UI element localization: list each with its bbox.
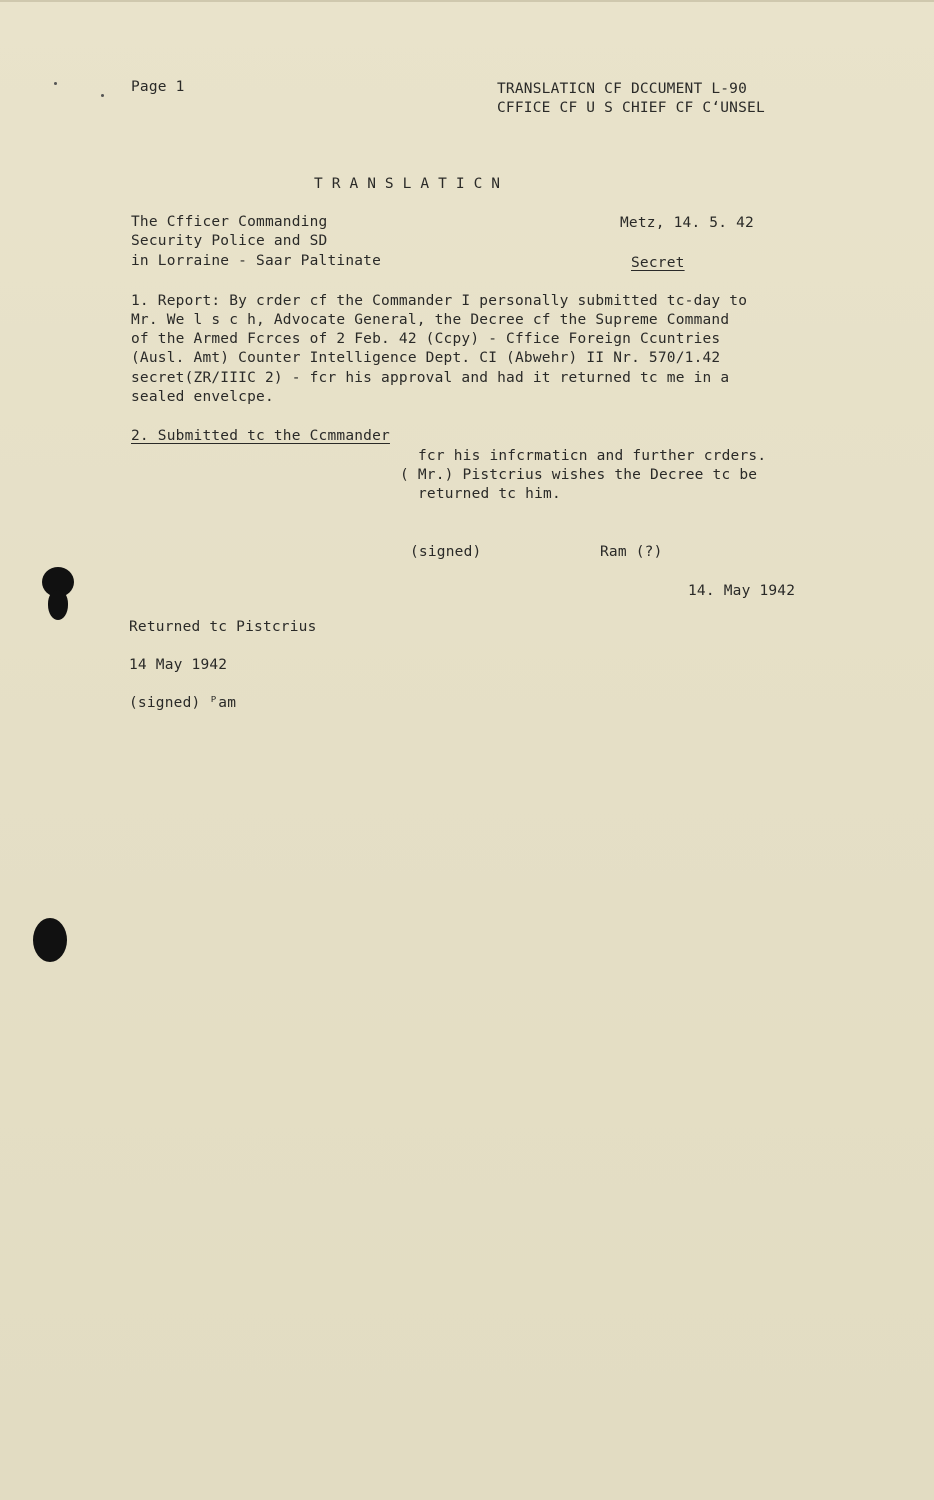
document-title: TRANSLATICN [314, 176, 510, 192]
paragraph-2-line: ( Mr.) Pistcrius wishes the Decree tc be [400, 467, 758, 483]
sender-line-1: The Cfficer Commanding [131, 214, 328, 230]
paragraph-1-line: of the Armed Fcrces of 2 Feb. 42 (Ccpy) - Cffice Foreign Ccuntries [131, 331, 721, 347]
signature-date: 14. May 1942 [688, 583, 796, 599]
signed-label: (signed) [410, 544, 482, 560]
document-reference: TRANSLATICN CF DCCUMENT L-90 [497, 81, 748, 97]
ink-speck [54, 82, 57, 85]
paragraph-1-line: sealed envelcpe. [131, 389, 274, 405]
punch-hole [33, 918, 67, 962]
ink-speck [101, 94, 104, 97]
place-date: Metz, 14. 5. 42 [620, 215, 754, 231]
returned-signed: (signed) ᴾam [129, 695, 237, 711]
classification: Secret [631, 255, 685, 271]
paragraph-2-line: returned tc him. [418, 486, 561, 502]
sender-line-3: in Lorraine - Saar Paltinate [131, 253, 382, 269]
office-line: CFFICE CF U S CHIEF CF CʻUNSEL [497, 100, 765, 116]
returned-date: 14 May 1942 [129, 657, 228, 673]
returned-note: Returned tc Pistcrius [129, 619, 317, 635]
top-edge [0, 0, 934, 2]
sender-line-2: Security Police and SD [131, 233, 328, 249]
page-label: Page 1 [131, 79, 185, 95]
punch-hole [48, 590, 68, 620]
paragraph-1-line: (Ausl. Amt) Counter Intelligence Dept. CI (Abwehr) II Nr. 570/1.42 [131, 350, 721, 366]
paragraph-1-line: secret(ZR/IIIC 2) - fcr his approval and had it returned tc me in a [131, 370, 730, 386]
paragraph-2-heading: 2. Submitted tc the Ccmmander [131, 428, 390, 444]
signer-name: Ram (?) [600, 544, 663, 560]
paragraph-1-line: Mr. We l s c h, Advocate General, the Decree cf the Supreme Command [131, 312, 730, 328]
paragraph-1-line: 1. Report: By crder cf the Commander I personally submitted tc-day to [131, 293, 748, 309]
paragraph-2-line: fcr his infcrmaticn and further crders. [418, 448, 767, 464]
